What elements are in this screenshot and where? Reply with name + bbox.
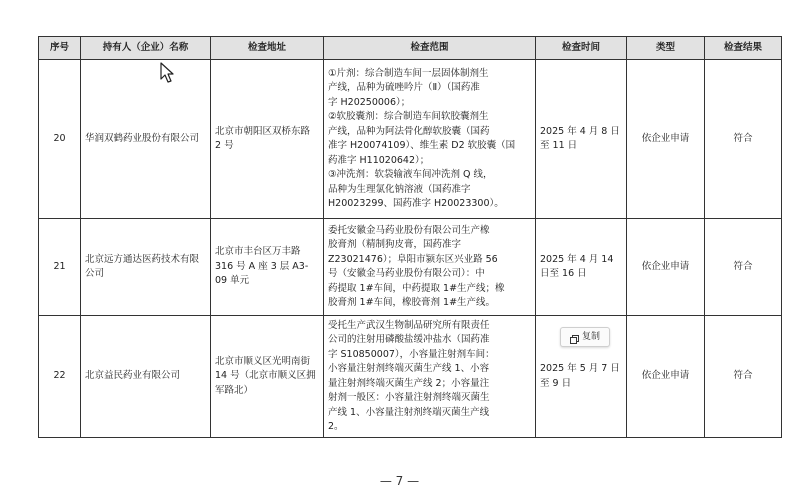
scope-line: 药提取 1#车间，中药提取 1#生产线；橡 xyxy=(328,282,505,294)
row-holder: 北京益民药业有限公司 xyxy=(81,316,211,438)
row-scope xyxy=(324,316,536,438)
scope-line: 胶膏剂（精制狗皮膏，国药准字 xyxy=(328,239,462,250)
row-no: 22 xyxy=(39,316,81,438)
scope-line: ③冲洗剂：软袋输液车间冲洗剂 Q 线， xyxy=(328,169,493,180)
scope-line: ②软胶囊剂：综合制造车间软胶囊剂生 xyxy=(328,111,489,122)
scope-line: 药准字 H11020642）； xyxy=(328,154,430,166)
header-type: 类型 xyxy=(627,37,705,60)
copy-button-label: 复制 xyxy=(581,332,600,342)
scope-line: 胶膏剂 1#车间，橡胶膏剂 1#生产线。 xyxy=(328,297,496,308)
header-address: 检查地址 xyxy=(211,37,324,60)
table-row xyxy=(39,316,782,438)
arrow-cursor-icon xyxy=(160,62,176,84)
inspection-table xyxy=(38,36,782,438)
scope-line: 产线，品种为硫唑吟片（Ⅱ）（国药准 xyxy=(328,82,480,93)
row-scope xyxy=(324,219,536,316)
row-result: 符合 xyxy=(705,219,782,316)
row-holder: 北京远方通达医药技术有限公司 xyxy=(81,219,211,316)
scope-line: Z23021476）；阜阳市颍东区兴业路 56 xyxy=(328,253,498,265)
row-address: 北京市朝阳区双桥东路 2 号 xyxy=(211,60,324,219)
copy-button[interactable] xyxy=(560,327,610,347)
row-type: 依企业申请 xyxy=(627,316,705,438)
scope-line: 产线 1、小容量注射剂终端灭菌生产线 xyxy=(328,406,490,418)
scope-line: 射剂一般区：小容量注射剂终端灭菌生 xyxy=(328,392,490,403)
header-no: 序号 xyxy=(39,37,81,60)
copy-icon xyxy=(570,333,579,342)
row-no: 20 xyxy=(39,60,81,219)
scope-line: 字 S10850007），小容量注射剂车间： xyxy=(328,348,495,360)
scope-line: 号（安徽金马药业股份有限公司）：中 xyxy=(328,268,485,279)
row-time: 2025 年 4 月 14 日至 16 日 xyxy=(536,219,627,316)
header-time: 检查时间 xyxy=(536,37,627,60)
scope-line: 公司的注射用磷酸盐缓冲盐水（国药准 xyxy=(328,334,490,345)
scope-line: 2。 xyxy=(328,421,344,432)
scope-line: ①片剂：综合制造车间一层固体制剂生 xyxy=(328,67,489,79)
scope-line: 准字 H20074109）、维生素 D2 软胶囊（国 xyxy=(328,140,516,151)
row-time: 2025 年 5 月 7 日至 9 日 xyxy=(536,316,627,438)
row-no: 21 xyxy=(39,219,81,316)
header-result: 检查结果 xyxy=(705,37,782,60)
scope-line: 字 H20250006）； xyxy=(328,96,411,108)
row-result: 符合 xyxy=(705,60,782,219)
row-holder: 华润双鹤药业股份有限公司 xyxy=(81,60,211,219)
row-address: 北京市丰台区万丰路 316 号 A 座 3 层 A3-09 单元 xyxy=(211,219,324,316)
scope-line: 委托安徽金马药业股份有限公司生产橡 xyxy=(328,224,490,236)
scope-line: 受托生产武汉生物制品研究所有限责任 xyxy=(328,319,490,331)
row-type: 依企业申请 xyxy=(627,219,705,316)
scope-line: H20023299、国药准字 H20023300）。 xyxy=(328,198,504,209)
table-row xyxy=(39,219,782,316)
row-scope xyxy=(324,60,536,219)
page-number: — 7 — xyxy=(379,474,420,488)
table-header-row xyxy=(39,37,782,60)
scope-line: 产线，品种为阿法骨化醇软胶囊（国药 xyxy=(328,125,490,137)
header-scope: 检查范围 xyxy=(324,37,536,60)
scope-line: 小容量注射剂终端灭菌生产线 1、小容 xyxy=(328,363,490,374)
header-holder: 持有人（企业）名称 xyxy=(81,37,211,60)
table-row xyxy=(39,60,782,219)
row-address: 北京市顺义区光明南街 14 号（北京市顺义区拥军路北） xyxy=(211,316,324,438)
scope-line: 品种为生理氯化钠溶液（国药准字 xyxy=(328,183,471,195)
row-time: 2025 年 4 月 8 日至 11 日 xyxy=(536,60,627,219)
scope-line: 量注射剂终端灭菌生产线 2；小容量注 xyxy=(328,377,490,389)
row-type: 依企业申请 xyxy=(627,60,705,219)
row-result: 符合 xyxy=(705,316,782,438)
